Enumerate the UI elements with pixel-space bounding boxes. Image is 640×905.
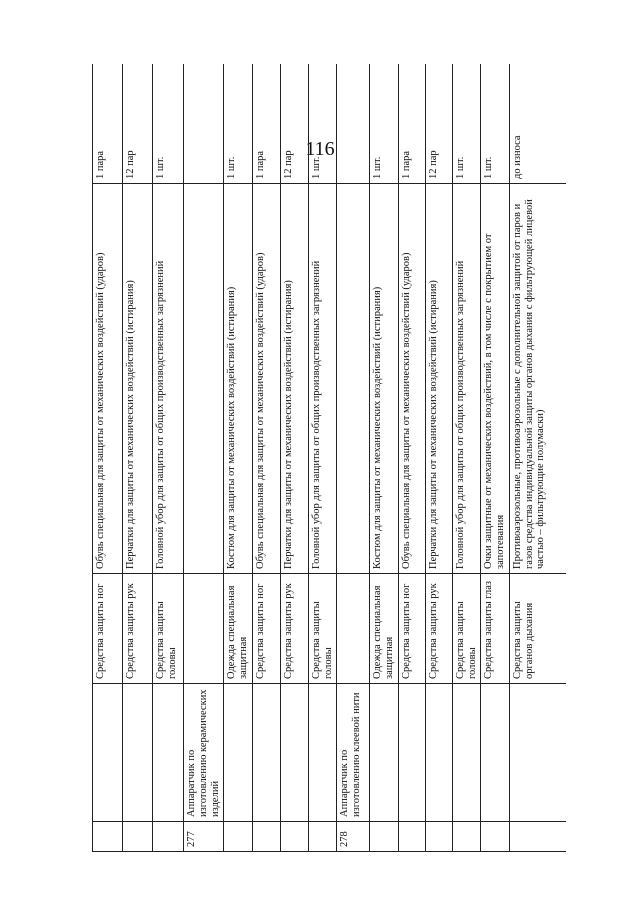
row-number — [123, 822, 153, 852]
item-cell: Перчатки для защиты от механических воздействий (истирания) — [425, 184, 452, 574]
norm-cell: 1 шт. — [370, 64, 399, 184]
category-cell: Одежда специальная защитная — [370, 574, 399, 684]
norm-cell: 1 шт. — [308, 64, 337, 184]
row-number — [280, 822, 308, 852]
rotated-table-area — [92, 64, 566, 852]
category-cell: Средства защиты головы — [452, 574, 481, 684]
item-cell: Обувь специальная для защиты от механических воздействий (ударов) — [252, 184, 280, 574]
category-cell: Средства защиты рук — [123, 574, 153, 684]
category-cell: Средства защиты ног — [93, 574, 123, 684]
table-row — [252, 64, 280, 852]
category-cell — [337, 574, 370, 684]
profession-cell — [153, 684, 184, 822]
item-cell: Головной убор для защиты от общих производственных загрязнений — [308, 184, 337, 574]
table-row — [425, 64, 452, 852]
norm-cell: 1 шт. — [481, 64, 510, 184]
table-row — [481, 64, 510, 852]
category-cell: Средства защиты органов дыхания — [509, 574, 566, 684]
table-row — [370, 64, 399, 852]
rotated-table-container — [92, 64, 566, 852]
table-row — [153, 64, 184, 852]
table-row — [280, 64, 308, 852]
row-number — [308, 822, 337, 852]
item-cell: Противоаэрозольные, противоаэрозольные с дополнительной защитой от паров и газов средства индивидуальной защиты органов дыхания с фильтрующей лицевой частью – фильтрующие полумаски) — [509, 184, 566, 574]
item-cell: Перчатки для защиты от механических воздействий (истирания) — [280, 184, 308, 574]
norm-cell — [184, 64, 224, 184]
row-number — [425, 822, 452, 852]
profession-cell — [280, 684, 308, 822]
category-cell: Средства защиты ног — [398, 574, 425, 684]
item-cell: Обувь специальная для защиты от механических воздействий (ударов) — [398, 184, 425, 574]
category-cell: Средства защиты глаз — [481, 574, 510, 684]
norm-cell: 12 пар — [425, 64, 452, 184]
norm-cell: 1 шт. — [153, 64, 184, 184]
category-cell: Одежда специальная защитная — [224, 574, 253, 684]
item-cell: Костюм для защиты от механических воздействий (истирания) — [224, 184, 253, 574]
item-cell: Очки защитные от механических воздействий, в том числе с покрытием от запотевания — [481, 184, 510, 574]
item-cell: Перчатки для защиты от механических воздействий (истирания) — [123, 184, 153, 574]
norm-cell: 1 шт. — [224, 64, 253, 184]
table-row — [452, 64, 481, 852]
profession-cell — [425, 684, 452, 822]
profession-cell — [224, 684, 253, 822]
ppe-norms-table — [92, 64, 566, 852]
row-number — [153, 822, 184, 852]
table-row — [123, 64, 153, 852]
row-number — [93, 822, 123, 852]
norm-cell: до износа — [509, 64, 566, 184]
row-number — [481, 822, 510, 852]
category-cell: Средства защиты головы — [153, 574, 184, 684]
item-cell: Головной убор для защиты от общих производственных загрязнений — [452, 184, 481, 574]
row-number — [370, 822, 399, 852]
table-row — [184, 64, 224, 852]
norm-cell: 1 шт. — [452, 64, 481, 184]
norm-cell — [337, 64, 370, 184]
row-number — [252, 822, 280, 852]
profession-cell — [93, 684, 123, 822]
table-row — [509, 64, 566, 852]
profession-cell: Аппаратчик по изготовлению клеевой нити — [337, 684, 370, 822]
item-cell: Обувь специальная для защиты от механических воздействий (ударов) — [93, 184, 123, 574]
profession-cell — [398, 684, 425, 822]
profession-cell — [370, 684, 399, 822]
norm-cell: 1 пара — [252, 64, 280, 184]
profession-cell: Аппаратчик по изготовлению керамических изделий — [184, 684, 224, 822]
profession-cell — [308, 684, 337, 822]
table-row — [337, 64, 370, 852]
profession-cell — [481, 684, 510, 822]
norm-cell: 12 пар — [280, 64, 308, 184]
norm-cell: 1 пара — [93, 64, 123, 184]
page-number: 116 — [305, 138, 335, 160]
norm-cell: 1 пара — [398, 64, 425, 184]
category-cell: Средства защиты головы — [308, 574, 337, 684]
profession-cell — [452, 684, 481, 822]
category-cell: Средства защиты рук — [425, 574, 452, 684]
category-cell: Средства защиты рук — [280, 574, 308, 684]
table-row — [224, 64, 253, 852]
row-number — [509, 822, 566, 852]
table-row — [308, 64, 337, 852]
table-row — [398, 64, 425, 852]
row-number: 278 — [337, 822, 370, 852]
item-cell: Головной убор для защиты от общих производственных загрязнений — [153, 184, 184, 574]
item-cell — [184, 184, 224, 574]
table-row — [93, 64, 123, 852]
row-number: 277 — [184, 822, 224, 852]
row-number — [398, 822, 425, 852]
profession-cell — [252, 684, 280, 822]
category-cell: Средства защиты ног — [252, 574, 280, 684]
row-number — [452, 822, 481, 852]
item-cell: Костюм для защиты от механических воздействий (истирания) — [370, 184, 399, 574]
category-cell — [184, 574, 224, 684]
norm-cell: 12 пар — [123, 64, 153, 184]
row-number — [224, 822, 253, 852]
profession-cell — [509, 684, 566, 822]
profession-cell — [123, 684, 153, 822]
item-cell — [337, 184, 370, 574]
